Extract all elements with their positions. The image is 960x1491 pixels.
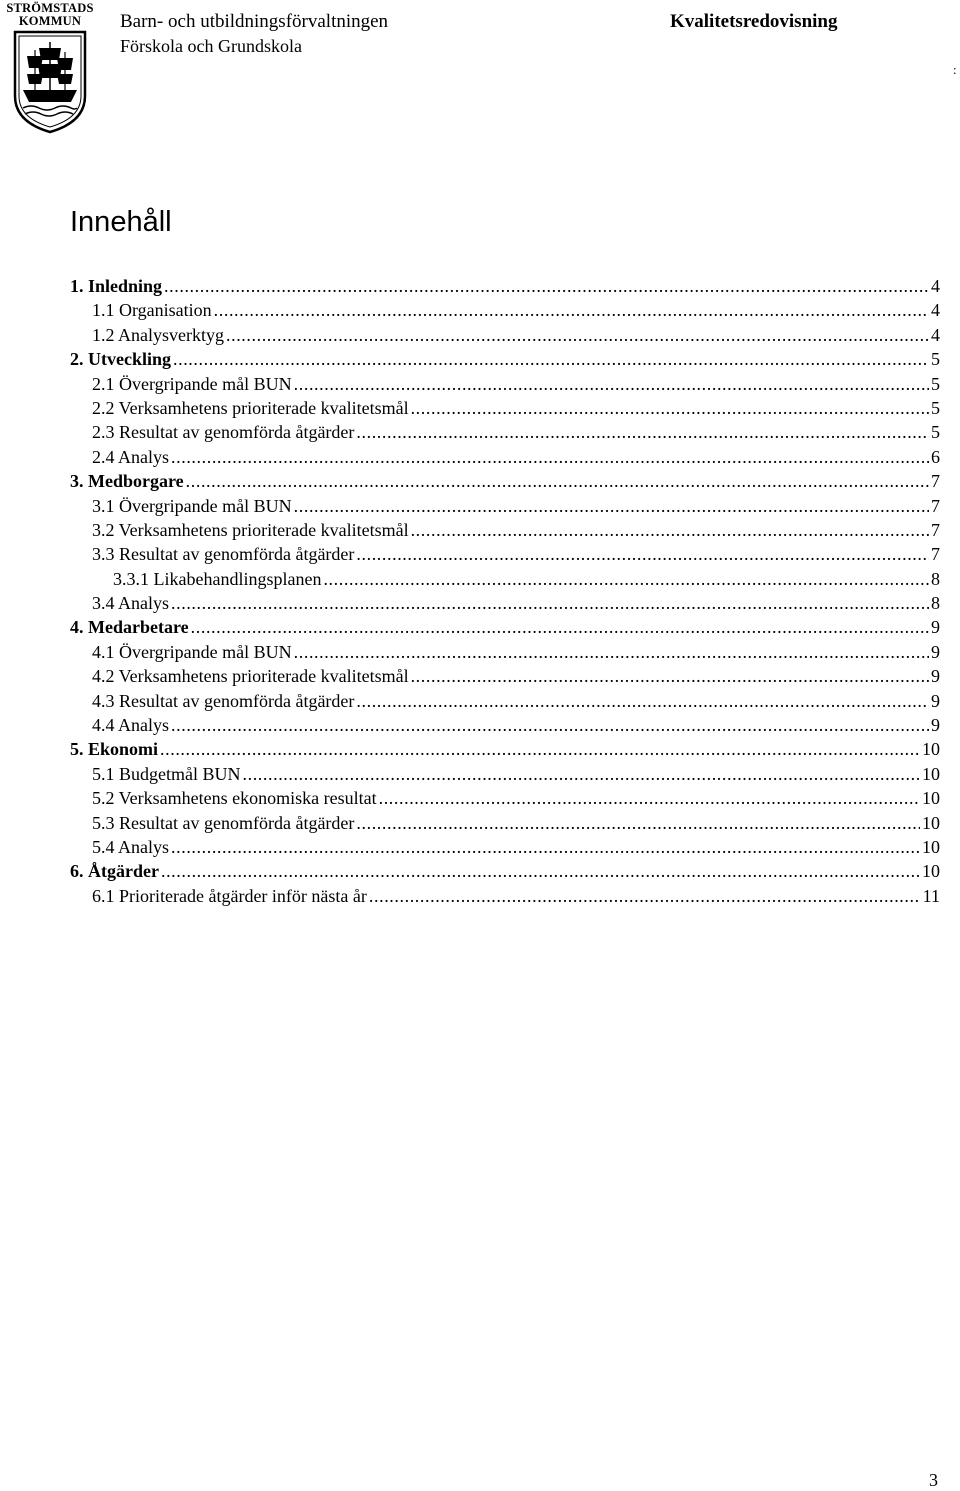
- toc-entry-page: 5: [931, 422, 940, 443]
- toc-entry-label: 4.1 Övergripande mål BUN: [92, 641, 292, 662]
- toc-entry-page: 7: [931, 471, 940, 492]
- toc-entry[interactable]: [70, 396, 940, 420]
- toc-entry-label: 3. Medborgare: [70, 471, 184, 492]
- toc-entry[interactable]: [70, 347, 940, 371]
- header-colon: :: [953, 62, 957, 77]
- toc-entry-label: 3.3.1 Likabehandlingsplanen: [113, 568, 322, 589]
- toc-entry-page: 10: [922, 788, 940, 809]
- toc-entry-page: 4: [931, 276, 940, 296]
- document-title: Kvalitetsredovisning: [670, 11, 838, 32]
- toc-entry-label: 1. Inledning: [70, 276, 163, 296]
- toc-entry-page: 7: [931, 544, 940, 565]
- toc-leader-dots: [243, 762, 921, 786]
- toc-leader-dots: [411, 518, 929, 542]
- toc-entry-label: 2.4 Analys: [92, 446, 170, 467]
- toc-entry-page: 9: [931, 666, 940, 687]
- toc-leader-dots: [323, 567, 929, 591]
- toc-entry[interactable]: [70, 323, 940, 347]
- toc-entry-page: 9: [931, 715, 940, 736]
- toc-entry-label: 2.3 Resultat av genomförda åtgärder: [92, 422, 355, 443]
- toc-entry-page: 9: [931, 690, 940, 711]
- toc-entry-page: 10: [922, 739, 940, 760]
- toc-entry-label: 4.3 Resultat av genomförda åtgärder: [92, 690, 355, 711]
- toc-leader-dots: [171, 591, 929, 615]
- toc-entry-label: 5.3 Resultat av genomförda åtgärder: [92, 812, 355, 833]
- municipality-logo: [6, 2, 94, 134]
- toc-entry-page: 5: [931, 373, 940, 394]
- toc-entry-page: 7: [931, 519, 940, 540]
- toc-entry[interactable]: [70, 567, 940, 591]
- toc-entry-page: 4: [931, 300, 940, 321]
- toc-entry-label: 5.2 Verksamhetens ekonomiska resultat: [92, 788, 377, 809]
- toc-entry-label: 5. Ekonomi: [70, 739, 159, 760]
- toc-leader-dots: [191, 615, 929, 639]
- toc-leader-dots: [214, 298, 929, 322]
- subdepartment-name: Förskola och Grundskola: [120, 36, 302, 56]
- toc-leader-dots: [164, 274, 929, 298]
- toc-entry-label: 3.2 Verksamhetens prioriterade kvalitetsmål: [92, 519, 409, 540]
- toc-entry[interactable]: [70, 640, 940, 664]
- toc-entry[interactable]: [70, 713, 940, 737]
- toc-entry-page: 9: [931, 617, 940, 638]
- toc-entry[interactable]: [70, 274, 940, 298]
- page-number: 3: [929, 1470, 938, 1490]
- toc-leader-dots: [171, 835, 920, 859]
- logo-text-line2: KOMMUN: [18, 14, 82, 28]
- toc-entry[interactable]: [70, 835, 940, 859]
- toc-leader-dots: [171, 445, 929, 469]
- toc-leader-dots: [160, 737, 920, 761]
- coat-of-arms-ship-icon: [11, 30, 89, 134]
- toc-entry-label: 1.2 Analysverktyg: [92, 324, 224, 345]
- logo-text-line1: STRÖMSTADS: [6, 1, 94, 15]
- toc-leader-dots: [294, 494, 929, 518]
- toc-entry[interactable]: [70, 786, 940, 810]
- toc-entry-page: 6: [931, 446, 940, 467]
- toc-leader-dots: [356, 811, 920, 835]
- toc-entry[interactable]: [70, 494, 940, 518]
- toc-entry-page: 4: [931, 324, 940, 345]
- toc-leader-dots: [411, 396, 929, 420]
- toc-leader-dots: [171, 713, 929, 737]
- department-name: Barn- och utbildningsförvaltningen: [120, 11, 389, 32]
- toc-leader-dots: [356, 420, 929, 444]
- toc-entry-label: 3.1 Övergripande mål BUN: [92, 495, 292, 516]
- toc-entry[interactable]: [70, 737, 940, 761]
- toc-leader-dots: [411, 664, 929, 688]
- toc-leader-dots: [369, 884, 921, 908]
- toc-entry-page: 10: [922, 812, 940, 833]
- toc-entry[interactable]: [70, 542, 940, 566]
- toc-entry[interactable]: [70, 372, 940, 396]
- toc-leader-dots: [186, 469, 929, 493]
- toc-leader-dots: [379, 786, 920, 810]
- toc-entry[interactable]: [70, 859, 940, 883]
- toc-entry-page: 8: [931, 593, 940, 614]
- toc-entry-page: 11: [922, 885, 940, 906]
- toc-entry-label: 3.3 Resultat av genomförda åtgärder: [92, 544, 355, 565]
- toc-entry-page: 5: [931, 397, 940, 418]
- toc-entry[interactable]: [70, 884, 940, 908]
- toc-leader-dots: [226, 323, 929, 347]
- toc-entry[interactable]: [70, 445, 940, 469]
- toc-entry[interactable]: [70, 762, 940, 786]
- toc-entry[interactable]: [70, 615, 940, 639]
- toc-leader-dots: [161, 859, 920, 883]
- toc-entry-page: 7: [931, 495, 940, 516]
- toc-entry-label: 2.2 Verksamhetens prioriterade kvalitetsmål: [92, 397, 409, 418]
- table-of-contents: [70, 274, 940, 908]
- toc-entry-label: 1.1 Organisation: [92, 300, 212, 321]
- toc-entry-label: 4.2 Verksamhetens prioriterade kvalitetsmål: [92, 666, 409, 687]
- toc-entry[interactable]: [70, 689, 940, 713]
- toc-entry-label: 2. Utveckling: [70, 349, 171, 370]
- toc-entry-page: 10: [922, 861, 940, 882]
- toc-entry-label: 5.1 Budgetmål BUN: [92, 763, 241, 784]
- toc-leader-dots: [356, 542, 929, 566]
- toc-heading: Innehåll: [70, 206, 172, 238]
- toc-entry[interactable]: [70, 591, 940, 615]
- toc-entry[interactable]: [70, 518, 940, 542]
- toc-entry-page: 10: [922, 763, 940, 784]
- toc-entry[interactable]: [70, 811, 940, 835]
- toc-entry-page: 10: [922, 836, 940, 857]
- toc-entry-page: 5: [931, 349, 940, 370]
- toc-entry-label: 2.1 Övergripande mål BUN: [92, 373, 292, 394]
- toc-entry-label: 6.1 Prioriterade åtgärder inför nästa år: [92, 885, 367, 906]
- toc-entry[interactable]: [70, 298, 940, 322]
- toc-entry[interactable]: [70, 664, 940, 688]
- toc-leader-dots: [173, 347, 929, 371]
- toc-entry-page: 8: [931, 568, 940, 589]
- header-department: [120, 10, 388, 58]
- toc-leader-dots: [294, 640, 929, 664]
- toc-entry-label: 4.4 Analys: [92, 715, 170, 736]
- toc-entry-label: 6. Åtgärder: [70, 861, 159, 882]
- toc-entry-label: 3.4 Analys: [92, 593, 170, 614]
- toc-leader-dots: [356, 689, 929, 713]
- toc-entry[interactable]: [70, 469, 940, 493]
- toc-entry-label: 4. Medarbetare: [70, 617, 189, 638]
- toc-entry[interactable]: [70, 420, 940, 444]
- toc-leader-dots: [294, 372, 929, 396]
- toc-entry-label: 5.4 Analys: [92, 836, 170, 857]
- toc-entry-page: 9: [931, 641, 940, 662]
